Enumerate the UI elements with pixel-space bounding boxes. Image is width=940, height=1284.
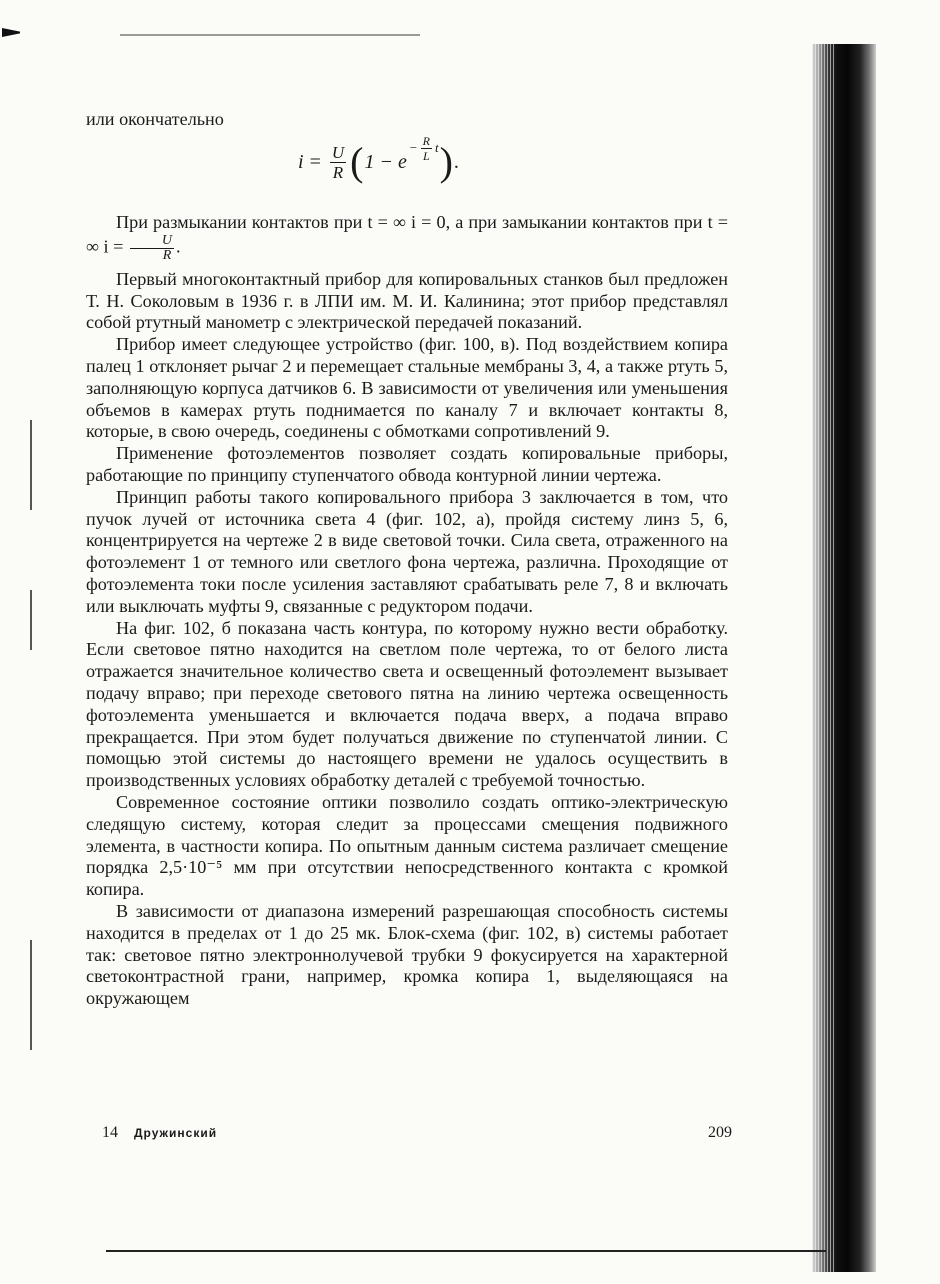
formula-lhs: i — [298, 150, 304, 173]
margin-mark — [30, 420, 32, 510]
corner-mark — [2, 28, 20, 37]
exponent-fraction — [421, 135, 432, 162]
formula-one-minus-e: 1 − e — [364, 150, 407, 173]
limits-fraction — [130, 234, 174, 263]
margin-mark — [30, 940, 32, 1050]
margin-mark — [30, 590, 32, 650]
limits-tail: . — [176, 236, 181, 257]
limits-text: При размыкании контактов при t = ∞ i = 0, а при замыкании контактов при t = ∞ i = — [86, 212, 728, 257]
current-formula — [86, 132, 728, 206]
formula-equals: = — [309, 150, 321, 173]
body-text — [86, 108, 728, 1010]
paragraph: В зависимости от диапазона измерений разрешающая способность системы находится в пределах от 1 до 25 мк. Блок-схема (фиг. 102, в) системы работает так: световое пятно электроннолучевой трубки 9 фокусируется на характерной светоконтрастной грани, например, кромка копира 1, выделяющаяся на окружающем — [86, 900, 728, 1009]
exponent-denominator: L — [422, 148, 430, 163]
formula-numerator: U — [331, 142, 345, 162]
formula-fraction — [330, 144, 346, 181]
limits-denominator: R — [162, 247, 172, 263]
spine-texture — [812, 44, 834, 1272]
top-scan-rule — [120, 34, 420, 36]
paragraph: Современное состояние оптики позволило создать оптико-электрическую следящую систему, которая следит за процессами смещения подвижного элемента, в частности копира. По опытным данным система различает смещение порядка 2,5·10⁻⁵ мм при отсутствии непосредственного контакта с кромкой копира. — [86, 791, 728, 900]
paragraph: На фиг. 102, б показана часть контура, по которому нужно вести обработку. Если световое пятно находится на светлом поле чертежа, то от белого листа отражается значительное количество света и освещенный фотоэлемент вызывает подачу вправо; при переходе светового пятна на линию чертежа освещенность фотоэлемента уменьшается и включается подача вверх, а подача вправо прекращается. При этом будет получаться движение по ступенчатой линии. С помощью этой системы до настоящего времени не удалось осуществить в производственных условиях обработку деталей с требуемой точностью. — [86, 617, 728, 791]
bottom-scan-rule — [106, 1250, 826, 1252]
formula-period: . — [453, 150, 459, 173]
paragraph: Первый многоконтактный прибор для копировальных станков был предложен Т. Н. Соколовым в 1936 г. в ЛПИ им. М. И. Калинина; этот прибор представлял собой ртутный манометр с электрической передачей показаний. — [86, 268, 728, 333]
paragraph: Прибор имеет следующее устройство (фиг. 100, в). Под воздействием копира палец 1 отклоняет рычаг 2 и перемещает стальные мембраны 3, 4, а также ртуть 5, заполняющую корпуса датчиков 6. В зависимости от увеличения или уменьшения объемов в камерах ртуть поднимается по каналу 7 и включает контакты 8, которые, в свою очередь, соединены с обмотками сопротивлений 9. — [86, 334, 728, 442]
limits-numerator: U — [130, 234, 174, 249]
formula-exponent — [409, 135, 439, 162]
exponent-numerator: R — [422, 133, 430, 148]
signature-mark — [102, 1124, 217, 1142]
sheet-signature: Дружинский — [134, 1126, 218, 1140]
paragraph-limits — [86, 212, 728, 263]
page-number: 209 — [708, 1124, 732, 1141]
formula-denominator: R — [332, 162, 344, 182]
exponent-sign: − — [408, 140, 418, 155]
paragraph: Принцип работы такого копировального прибора 3 заключается в том, что пучок лучей от источника света 4 (фиг. 102, а), пройдя систему линз 5, 6, концентрируется на чертеже 2 в виде световой точки. Сила света, отраженного на фотоэлемент 1 от темного или светлого фона чертежа, различна. Проходящие от фотоэлемента токи после усиления заставляют срабатывать реле 7, 8 и включать или выключать муфты 9, связанные с редуктором подачи. — [86, 486, 728, 616]
lead-line: или окончательно — [86, 109, 224, 129]
open-paren: ( — [350, 139, 364, 184]
sheet-number: 14 — [102, 1124, 118, 1141]
paragraph: Применение фотоэлементов позволяет создать копировальные приборы, работающие по принципу ступенчатого обвода контурной линии чертежа. — [86, 443, 728, 485]
close-paren: ) — [439, 139, 453, 184]
exponent-variable: t — [434, 140, 439, 155]
